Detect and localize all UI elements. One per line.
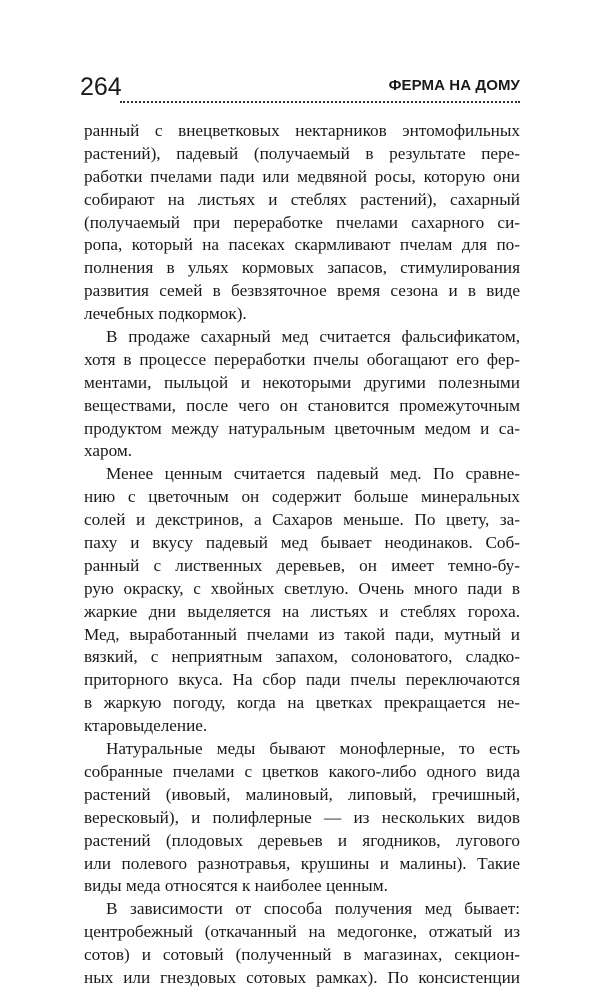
paragraph <box>84 463 520 738</box>
text-line: центробежный (откачанный на медогонке, отжатый из <box>84 922 520 942</box>
text-line: рую окраску, с хвойных светлую. Очень много пади в <box>84 578 520 598</box>
running-header <box>80 74 520 106</box>
text-line: полнения в ульях кормовых запасов, стимулирования <box>84 258 520 278</box>
paragraph <box>84 738 520 898</box>
header-dotted-rule <box>120 101 520 103</box>
text-line: Мед, выработанный пчелами из такой пади, мутный и <box>84 624 520 644</box>
text-line: виды меда относятся к наиболее ценным. <box>84 876 388 896</box>
text-line: (получаемый при переработке пчелами сахарного си- <box>84 212 520 232</box>
text-line: В зависимости от способа получения мед бывает: <box>106 899 520 919</box>
page-number: 264 <box>80 73 122 101</box>
text-line: вересковый), и полифлерные — из нескольких видов <box>84 807 520 827</box>
text-line: ных или гнездовых сотовых рамках). По консистенции <box>84 967 520 987</box>
text-line: собирают на листьях и стеблях растений), сахарный <box>84 189 520 209</box>
text-line: хотя в процессе переработки пчелы обогащают его фер- <box>84 349 520 369</box>
text-line: ментами, пыльцой и некоторыми другими полезными <box>84 372 520 392</box>
text-line: продуктом между натуральным цветочным медом и са- <box>84 418 520 438</box>
text-line: ранный с лиственных деревьев, он имеет темно-бу- <box>84 555 520 575</box>
paragraph <box>84 326 520 463</box>
text-line: Менее ценным считается падевый мед. По сравне- <box>106 464 520 484</box>
text-line: в жаркую погоду, когда на цветках прекращается не- <box>84 693 520 713</box>
text-line: харом. <box>84 441 133 461</box>
text-line: сотов) и сотовый (полученный в магазинах, секцион- <box>84 945 520 965</box>
text-line: или полевого разнотравья, крушины и малины). Такие <box>84 853 520 873</box>
text-line: нию с цветочным он содержит больше минеральных <box>84 487 520 507</box>
text-line: ропа, который на пасеках скармливают пчелам для по- <box>84 235 520 255</box>
text-line: ктаровыделение. <box>84 716 208 736</box>
paragraph <box>84 898 520 990</box>
body-text <box>84 120 520 990</box>
text-line: развития семей в безвзяточное время сезона и в виде <box>84 281 520 301</box>
paragraph <box>84 120 520 326</box>
text-line: растений (ивовый, малиновый, липовый, гречишный, <box>84 784 520 804</box>
text-line: паху и вкусу падевый мед бывает неодинаков. Соб- <box>84 533 520 553</box>
text-line: приторного вкуса. На сбор пади пчелы переключаются <box>84 670 520 690</box>
text-line: собранные пчелами с цветков какого-либо одного вида <box>84 761 520 781</box>
text-line: растений (плодовых деревьев и ягодников, лугового <box>84 830 520 850</box>
text-line: солей и декстринов, а Сахаров меньше. По цвету, за- <box>84 510 520 530</box>
text-line: растений), падевый (получаемый в результате пере- <box>84 143 520 163</box>
running-title: ФЕРМА НА ДОМУ <box>388 77 520 94</box>
text-line: вязкий, с неприятным запахом, солоноватого, сладко- <box>84 647 520 667</box>
text-line: В продаже сахарный мед считается фальсификатом, <box>106 327 520 347</box>
text-line: веществами, после чего он становится промежуточным <box>84 395 520 415</box>
text-line: работки пчелами пади или медвяной росы, которую они <box>84 166 520 186</box>
text-line: жаркие дни выделяется на листьях и стеблях гороха. <box>84 601 520 621</box>
text-line: лечебных подкормок). <box>84 304 247 324</box>
text-line: Натуральные меды бывают монофлерные, то есть <box>106 739 520 759</box>
text-line: ранный с внецветковых нектарников энтомофильных <box>84 121 520 140</box>
